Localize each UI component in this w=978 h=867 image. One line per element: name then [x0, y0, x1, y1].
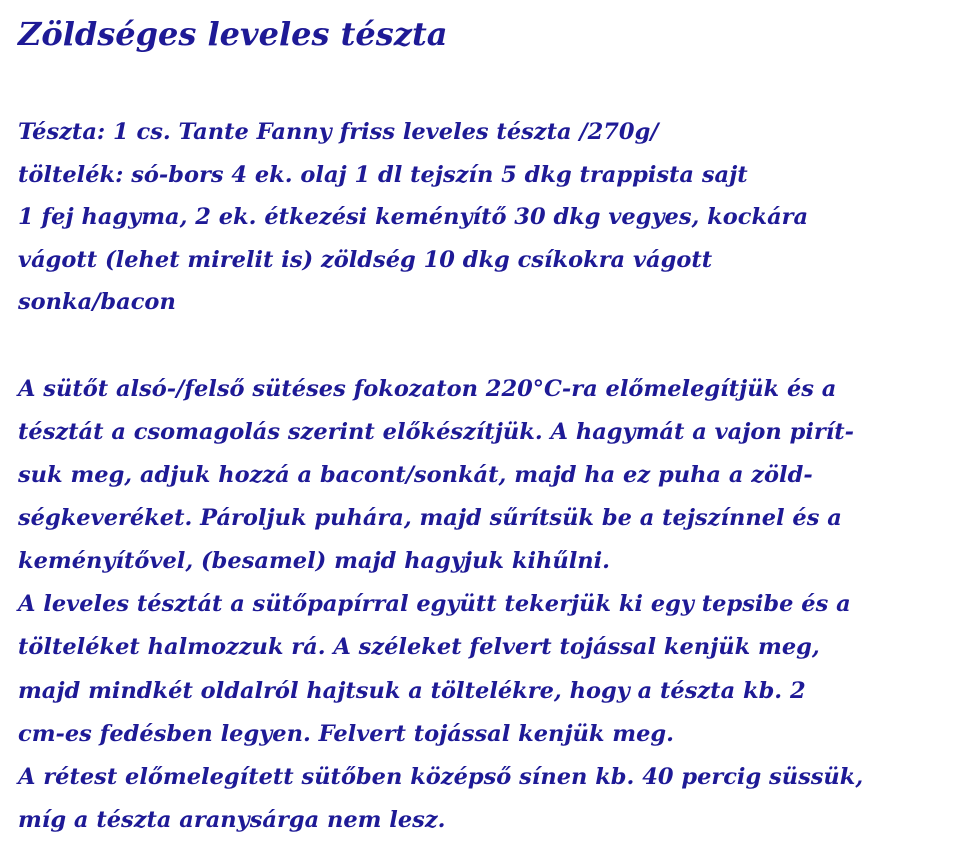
instruction-line: keményítővel, (besamel) majd hagyjuk kihűlni. [18, 548, 610, 574]
recipe-title: Zöldséges leveles tészta [18, 15, 448, 53]
ingredient-line: töltelék: só-bors 4 ek. olaj 1 dl tejszín 5 dkg trappista sajt [18, 162, 748, 188]
instruction-line: míg a tészta aranysárga nem lesz. [18, 807, 446, 833]
instruction-line: cm-es fedésben legyen. Felvert tojással kenjük meg. [18, 721, 674, 747]
ingredient-line: vágott (lehet mirelit is) zöldség 10 dkg csíkokra vágott [18, 247, 713, 273]
instruction-line: A rétest előmelegített sütőben középső sínen kb. 40 percig süssük, [18, 764, 864, 790]
ingredient-line: Tészta: 1 cs. Tante Fanny friss leveles tészta /270g/ [18, 119, 659, 145]
instruction-line: tölteléket halmozzuk rá. A széleket felvert tojással kenjük meg, [18, 634, 820, 660]
instruction-line: A leveles tésztát a sütőpapírral együtt tekerjük ki egy tepsibe és a [18, 591, 851, 617]
ingredient-line: sonka/bacon [18, 289, 176, 315]
instruction-line: majd mindkét oldalról hajtsuk a töltelékre, hogy a tészta kb. 2 [18, 678, 806, 704]
instruction-line: suk meg, adjuk hozzá a bacont/sonkát, majd ha ez puha a zöld- [18, 462, 813, 488]
instruction-line: A sütőt alsó-/felső sütéses fokozaton 220°C-ra előmelegítjük és a [18, 376, 837, 402]
instruction-line: tésztát a csomagolás szerint előkészítjük. A hagymát a vajon pirít- [18, 419, 855, 445]
ingredient-line: 1 fej hagyma, 2 ek. étkezési keményítő 30 dkg vegyes, kockára [18, 204, 809, 230]
instruction-line: ségkeveréket. Pároljuk puhára, majd sűrítsük be a tejszínnel és a [18, 505, 842, 531]
